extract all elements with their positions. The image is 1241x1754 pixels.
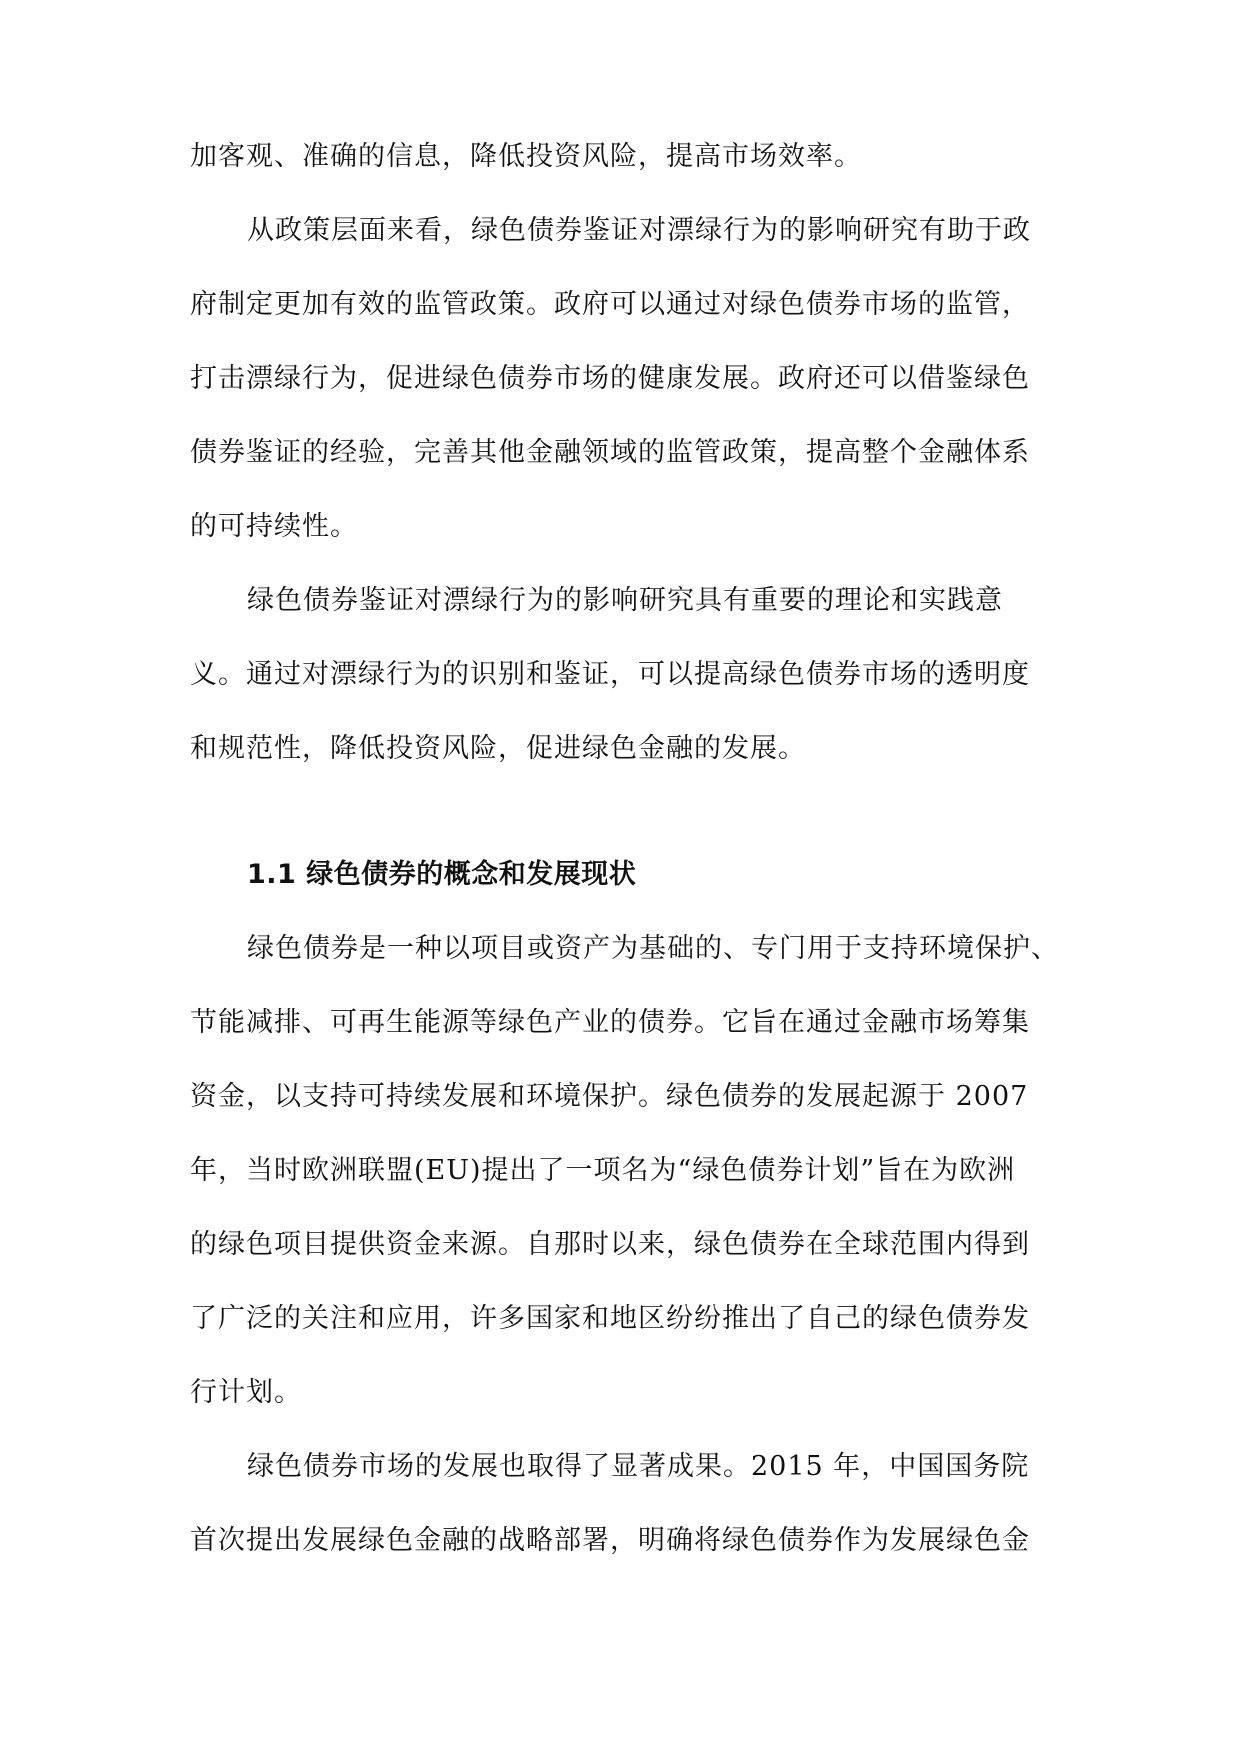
paragraph-line: 义。通过对漂绿行为的识别和鉴证，可以提高绿色债券市场的透明度 — [190, 659, 1030, 690]
section-heading: 1.1 绿色债券的概念和发展现状 — [247, 859, 637, 890]
paragraph-line: 首次提出发展绿色金融的战略部署，明确将绿色债券作为发展绿色金 — [190, 1525, 1030, 1556]
paragraph-line: 绿色债券鉴证对漂绿行为的影响研究具有重要的理论和实践意 — [247, 585, 1003, 616]
paragraph-line: 从政策层面来看，绿色债券鉴证对漂绿行为的影响研究有助于政 — [247, 215, 1031, 246]
paragraph-line: 节能减排、可再生能源等绿色产业的债券。它旨在通过金融市场筹集 — [190, 1007, 1030, 1038]
paragraph-line: 债券鉴证的经验，完善其他金融领域的监管政策，提高整个金融体系 — [190, 437, 1030, 468]
paragraph-line: 了广泛的关注和应用，许多国家和地区纷纷推出了自己的绿色债券发 — [190, 1303, 1030, 1334]
paragraph-line: 打击漂绿行为，促进绿色债券市场的健康发展。政府还可以借鉴绿色 — [190, 363, 1030, 394]
paragraph-line: 府制定更加有效的监管政策。政府可以通过对绿色债券市场的监管， — [190, 289, 1030, 320]
paragraph-line: 的可持续性。 — [190, 511, 358, 542]
paragraph-line: 的绿色项目提供资金来源。自那时以来，绿色债券在全球范围内得到 — [190, 1229, 1030, 1260]
paragraph-line: 资金，以支持可持续发展和环境保护。绿色债券的发展起源于 2007 — [190, 1081, 1029, 1112]
paragraph-line: 绿色债券是一种以项目或资产为基础的、专门用于支持环境保护、 — [247, 933, 1059, 964]
paragraph-line: 行计划。 — [190, 1377, 302, 1408]
paragraph-line: 和规范性，降低投资风险，促进绿色金融的发展。 — [190, 733, 806, 764]
paragraph-line: 加客观、准确的信息，降低投资风险，提高市场效率。 — [190, 141, 862, 172]
paragraph-line: 年，当时欧洲联盟(EU)提出了一项名为“绿色债券计划”旨在为欧洲 — [190, 1155, 1016, 1186]
paragraph-line: 绿色债券市场的发展也取得了显著成果。2015 年，中国国务院 — [247, 1451, 1030, 1482]
